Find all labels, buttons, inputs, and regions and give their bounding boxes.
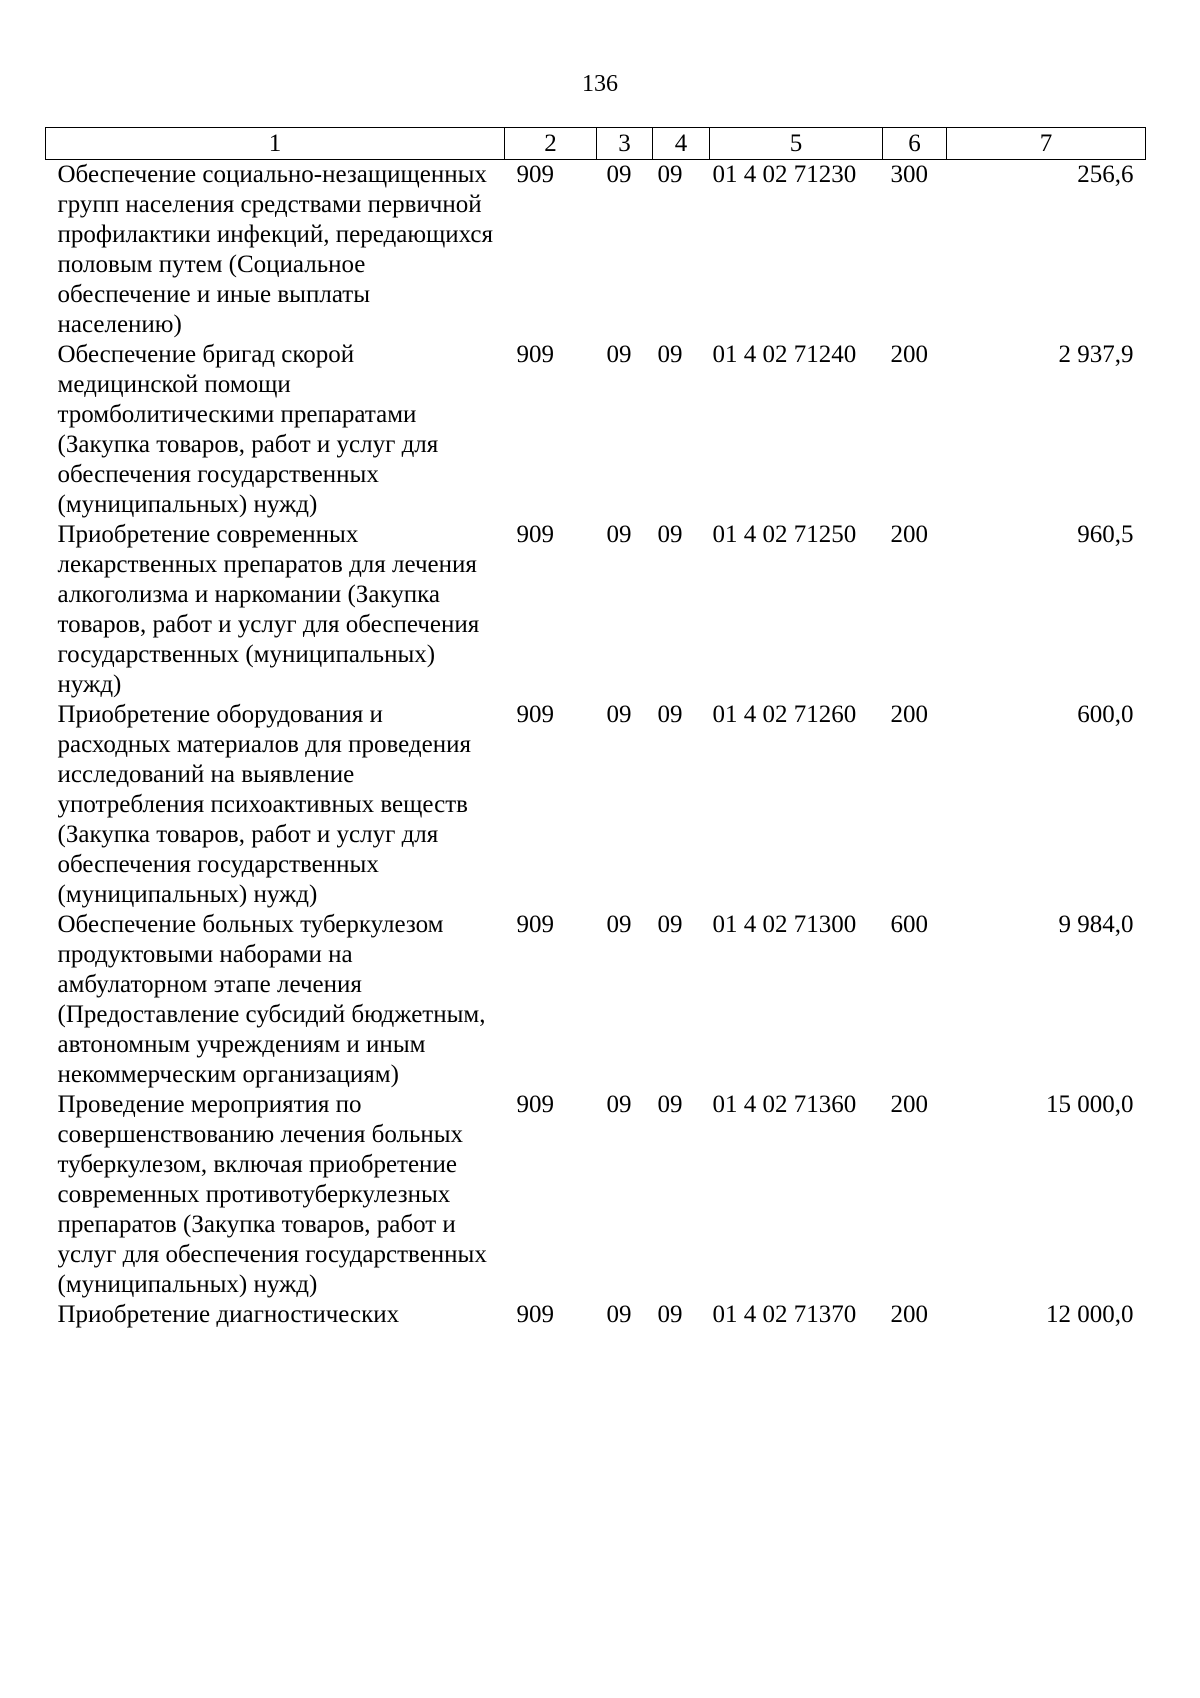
table-header xyxy=(46,128,1146,160)
row-target-article-code: 01 4 02 71230 xyxy=(712,161,857,188)
row-section-code: 09 xyxy=(606,911,632,938)
table-row xyxy=(46,1090,1146,1300)
row-name: Приобретение диагностических xyxy=(57,1301,400,1328)
row-target-article-code: 01 4 02 71370 xyxy=(712,1301,857,1328)
row-name: Обеспечение больных туберкулезом продуктовыми наборами на амбулаторном этапе лечения (Предоставление субсидий бюджетным, автономным учреждениям и иным некоммерческим организациям) xyxy=(57,911,486,1088)
header-row xyxy=(46,128,1146,160)
table-row xyxy=(46,700,1146,910)
row-expense-type-code: 200 xyxy=(890,701,928,728)
row-target-article-code: 01 4 02 71300 xyxy=(712,911,857,938)
row-section-code: 09 xyxy=(606,161,632,188)
row-ministry-code: 909 xyxy=(516,1301,554,1328)
row-section-code: 09 xyxy=(606,701,632,728)
row-section-code: 09 xyxy=(606,1091,632,1118)
row-name: Приобретение оборудования и расходных материалов для проведения исследований на выявление употребления психоактивных веществ (Закупка товаров, работ и услуг для обеспечения государственных (муниципальных) нужд) xyxy=(57,701,472,908)
row-target-article-code: 01 4 02 71260 xyxy=(712,701,857,728)
row-name: Проведение мероприятия по совершенствованию лечения больных туберкулезом, включая приобретение современных противотуберкулезных препаратов (Закупка товаров, работ и услуг для обеспечения государственных (муниципальных) нужд) xyxy=(57,1091,487,1298)
row-subsection-code: 09 xyxy=(657,701,683,728)
table-body xyxy=(46,160,1146,1331)
column-header-6: 6 xyxy=(883,128,947,160)
row-subsection-code: 09 xyxy=(657,1091,683,1118)
row-amount: 15 000,0 xyxy=(1046,1091,1134,1118)
row-ministry-code: 909 xyxy=(516,161,554,188)
row-name: Обеспечение социально-незащищенных групп населения средствами первичной профилактики инфекций, передающихся половым путем (Социальное обеспечение и иные выплаты населению) xyxy=(57,161,493,338)
row-expense-type-code: 200 xyxy=(890,1301,928,1328)
row-name: Приобретение современных лекарственных препаратов для лечения алкоголизма и наркомании (Закупка товаров, работ и услуг для обеспечения государственных (муниципальных) нужд) xyxy=(57,521,480,698)
row-ministry-code: 909 xyxy=(516,701,554,728)
budget-table xyxy=(45,127,1146,1330)
row-name: Обеспечение бригад скорой медицинской помощи тромболитическими препаратами (Закупка товаров, работ и услуг для обеспечения государственных (муниципальных) нужд) xyxy=(57,341,439,518)
column-header-3: 3 xyxy=(597,128,653,160)
row-amount: 12 000,0 xyxy=(1046,1301,1134,1328)
row-expense-type-code: 200 xyxy=(890,1091,928,1118)
row-expense-type-code: 300 xyxy=(890,161,928,188)
row-amount: 256,6 xyxy=(1077,161,1134,188)
row-section-code: 09 xyxy=(606,1301,632,1328)
row-subsection-code: 09 xyxy=(657,521,683,548)
row-ministry-code: 909 xyxy=(516,341,554,368)
row-target-article-code: 01 4 02 71250 xyxy=(712,521,857,548)
column-header-7: 7 xyxy=(947,128,1146,160)
row-ministry-code: 909 xyxy=(516,1091,554,1118)
column-header-4: 4 xyxy=(653,128,710,160)
row-section-code: 09 xyxy=(606,521,632,548)
row-subsection-code: 09 xyxy=(657,1301,683,1328)
row-amount: 600,0 xyxy=(1077,701,1134,728)
table-row xyxy=(46,1300,1146,1330)
column-header-2: 2 xyxy=(505,128,597,160)
table-row xyxy=(46,520,1146,700)
row-subsection-code: 09 xyxy=(657,161,683,188)
row-amount: 9 984,0 xyxy=(1058,911,1134,938)
row-ministry-code: 909 xyxy=(516,911,554,938)
row-ministry-code: 909 xyxy=(516,521,554,548)
page-number: 136 xyxy=(582,71,618,97)
row-amount: 960,5 xyxy=(1077,521,1134,548)
column-header-5: 5 xyxy=(710,128,883,160)
column-header-1: 1 xyxy=(46,128,505,160)
row-section-code: 09 xyxy=(606,341,632,368)
row-expense-type-code: 200 xyxy=(890,521,928,548)
row-target-article-code: 01 4 02 71360 xyxy=(712,1091,857,1118)
table-row xyxy=(46,340,1146,520)
row-expense-type-code: 200 xyxy=(890,341,928,368)
table-row xyxy=(46,910,1146,1090)
row-subsection-code: 09 xyxy=(657,911,683,938)
row-amount: 2 937,9 xyxy=(1058,341,1134,368)
row-subsection-code: 09 xyxy=(657,341,683,368)
table-row xyxy=(46,160,1146,341)
row-expense-type-code: 600 xyxy=(890,911,928,938)
row-target-article-code: 01 4 02 71240 xyxy=(712,341,857,368)
